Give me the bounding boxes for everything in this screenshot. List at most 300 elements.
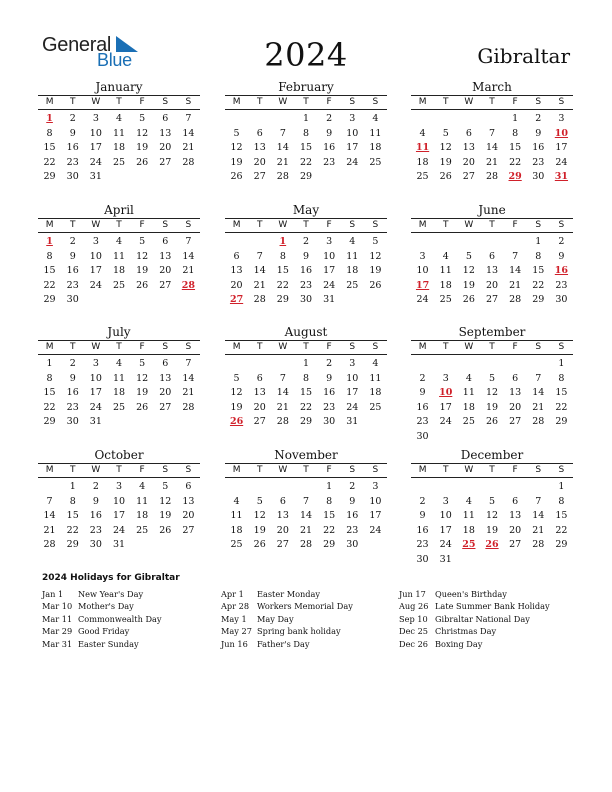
day-cell: 10 (439, 510, 452, 522)
empty-day-cell (411, 357, 434, 372)
day-cell: 3 (419, 250, 426, 262)
day-cell: 27 (253, 416, 266, 428)
empty-day-cell (38, 480, 61, 495)
day-cell: 21 (485, 156, 499, 168)
day-cell: 11 (462, 510, 475, 522)
day-cell: 5 (488, 495, 496, 507)
day-cell: 21 (276, 401, 289, 413)
day-cell: 29 (66, 539, 79, 551)
day-cell: 10 (89, 372, 102, 384)
month-july (38, 325, 200, 430)
weekday-label: W (91, 220, 101, 230)
day-cell: 22 (43, 401, 56, 413)
day-cell: 14 (43, 510, 56, 522)
day-cell: 3 (326, 236, 333, 247)
empty-day-cell (504, 357, 527, 372)
day-cell: 25 (136, 524, 149, 536)
holiday-day-cell: 1 (279, 236, 287, 247)
month-november (225, 448, 387, 553)
day-cell: 27 (159, 156, 172, 168)
day-cell: 19 (230, 156, 243, 168)
holiday-day-cell: 29 (508, 171, 522, 183)
day-cell: 11 (439, 265, 452, 277)
day-cell: 25 (346, 279, 359, 291)
day-cell: 18 (462, 524, 475, 536)
day-cell: 24 (439, 539, 452, 551)
empty-day-cell (294, 480, 317, 495)
day-cell: 11 (346, 250, 359, 262)
holiday-day-cell: 27 (229, 294, 244, 306)
empty-day-cell (248, 480, 271, 495)
weekday-label: S (535, 342, 542, 352)
day-cell: 24 (89, 401, 102, 413)
weekday-label: T (303, 342, 309, 352)
month-october (38, 448, 200, 553)
day-cell: 25 (462, 416, 475, 428)
day-cell: 4 (465, 372, 472, 384)
weekday-label: T (442, 342, 449, 352)
weekday-label: W (278, 220, 288, 230)
holiday-name: Spring bank holiday (257, 626, 341, 637)
empty-day-cell (434, 112, 457, 127)
day-cell: 26 (230, 171, 243, 183)
weekday-label: W (464, 97, 474, 107)
day-cell: 1 (302, 113, 310, 124)
day-cell: 7 (46, 495, 53, 507)
day-cell: 18 (112, 265, 126, 277)
month-name: January (95, 80, 143, 94)
day-cell: 9 (302, 250, 310, 262)
day-cell: 31 (323, 294, 336, 306)
weekday-label: S (185, 97, 192, 107)
weekday-header (411, 463, 573, 478)
day-cell: 26 (136, 156, 149, 168)
holiday-date: Sep 10 (399, 613, 428, 624)
day-cell: 15 (43, 265, 56, 277)
day-cell: 18 (369, 387, 382, 399)
day-cell: 28 (253, 294, 266, 306)
day-cell: 11 (230, 510, 243, 522)
day-cell: 29 (276, 294, 289, 306)
weekday-label: T (303, 465, 309, 475)
weekday-label: F (139, 465, 145, 475)
day-cell: 3 (115, 481, 123, 492)
day-cell: 20 (159, 142, 172, 154)
logo-blue-text: Blue (97, 50, 132, 70)
day-cell: 16 (346, 510, 359, 522)
day-cell: 13 (462, 142, 475, 154)
day-cell: 17 (89, 265, 102, 277)
day-cell: 7 (185, 236, 192, 247)
weekday-header (38, 95, 200, 110)
day-cell: 25 (112, 156, 126, 168)
month-may (225, 203, 387, 308)
weekday-label: T (116, 220, 122, 230)
day-cell: 6 (162, 358, 169, 369)
weekday-label: W (464, 465, 474, 475)
empty-day-cell (248, 357, 271, 372)
day-cell: 31 (346, 416, 359, 428)
month-name: June (478, 203, 506, 217)
day-cell: 25 (416, 171, 429, 183)
day-cell: 26 (159, 524, 172, 536)
holiday-column (399, 588, 550, 650)
day-cell: 8 (558, 495, 565, 507)
empty-day-cell (225, 480, 248, 495)
month-august (225, 325, 387, 430)
day-cell: 10 (416, 265, 429, 277)
holiday-name: Father's Day (257, 638, 310, 649)
holiday-name: Mother's Day (78, 601, 134, 612)
holiday-entry (221, 600, 353, 612)
day-cell: 10 (369, 495, 382, 507)
day-cell: 10 (346, 372, 359, 384)
day-cell: 30 (66, 416, 79, 428)
weekday-header (411, 340, 573, 355)
holiday-day-cell: 17 (415, 279, 430, 291)
holiday-date: Jan 1 (42, 589, 64, 599)
day-cell: 13 (182, 495, 195, 507)
month-september (411, 325, 573, 445)
day-cell: 19 (369, 265, 382, 277)
day-cell: 29 (323, 539, 336, 551)
day-cell: 12 (136, 372, 149, 384)
month-december (411, 448, 573, 568)
day-cell: 10 (89, 127, 102, 139)
day-cell: 16 (416, 401, 429, 413)
day-cell: 27 (485, 294, 499, 306)
day-cell: 2 (326, 113, 333, 124)
day-cell: 27 (509, 539, 522, 551)
day-cell: 25 (112, 401, 126, 413)
holiday-day-cell: 10 (554, 127, 569, 139)
day-cell: 29 (299, 171, 313, 183)
weekday-label: F (512, 97, 518, 107)
day-cell: 8 (535, 250, 542, 262)
empty-day-cell (225, 235, 248, 250)
weekday-label: S (535, 220, 542, 230)
day-cell: 28 (485, 171, 499, 183)
holiday-name: Christmas Day (435, 626, 497, 637)
day-cell: 1 (558, 481, 565, 492)
day-cell: 22 (532, 279, 545, 291)
day-grid (225, 357, 387, 430)
day-cell: 2 (419, 495, 426, 507)
day-cell: 20 (509, 401, 522, 413)
day-cell: 12 (253, 510, 266, 522)
day-cell: 23 (66, 279, 79, 291)
holiday-date: Aug 26 (399, 601, 429, 612)
empty-day-cell (457, 357, 480, 372)
day-cell: 2 (69, 113, 76, 124)
empty-day-cell (434, 480, 457, 495)
weekday-label: T (489, 97, 495, 107)
weekday-label: T (256, 465, 263, 475)
day-cell: 20 (253, 156, 266, 168)
day-cell: 2 (302, 236, 310, 247)
day-cell: 24 (439, 416, 452, 428)
holiday-entry (42, 588, 162, 600)
day-cell: 22 (555, 524, 568, 536)
day-cell: 28 (276, 171, 289, 183)
day-cell: 26 (136, 401, 149, 413)
day-cell: 12 (369, 250, 382, 262)
holiday-name: May Day (257, 613, 294, 624)
day-grid (225, 235, 387, 308)
month-name: October (94, 448, 144, 462)
day-cell: 25 (369, 156, 382, 168)
day-cell: 15 (299, 142, 313, 154)
weekday-label: S (185, 220, 192, 230)
day-cell: 21 (276, 156, 289, 168)
weekday-label: S (162, 342, 169, 352)
empty-day-cell (457, 235, 480, 250)
weekday-label: W (278, 97, 288, 107)
day-cell: 25 (439, 294, 452, 306)
weekday-label: S (162, 220, 169, 230)
day-cell: 18 (462, 401, 475, 413)
weekday-header (225, 95, 387, 110)
day-cell: 2 (69, 358, 76, 369)
day-cell: 9 (92, 495, 99, 507)
holiday-date: May 27 (221, 626, 252, 637)
weekday-label: M (45, 342, 54, 352)
day-cell: 9 (535, 127, 542, 139)
day-cell: 1 (326, 481, 333, 492)
day-cell: 22 (43, 279, 56, 291)
day-cell: 20 (159, 265, 172, 277)
day-cell: 12 (136, 127, 149, 139)
holiday-day-cell: 26 (229, 416, 244, 428)
holiday-date: Mar 11 (42, 613, 73, 624)
day-cell: 14 (532, 387, 545, 399)
weekday-label: T (442, 465, 449, 475)
day-cell: 7 (535, 495, 542, 507)
day-cell: 14 (532, 510, 545, 522)
day-cell: 22 (509, 156, 522, 168)
empty-day-cell (271, 112, 294, 127)
holiday-date: Jun 17 (399, 589, 426, 599)
weekday-label: T (256, 342, 263, 352)
day-cell: 13 (159, 127, 172, 139)
weekday-label: T (116, 342, 122, 352)
day-cell: 20 (509, 524, 522, 536)
empty-day-cell (527, 480, 550, 495)
day-cell: 8 (69, 495, 76, 507)
day-cell: 18 (230, 524, 243, 536)
day-cell: 29 (43, 416, 56, 428)
weekday-label: T (256, 220, 263, 230)
day-cell: 24 (112, 524, 126, 536)
weekday-header (38, 218, 200, 233)
weekday-label: S (372, 97, 379, 107)
day-cell: 7 (488, 127, 496, 139)
day-cell: 8 (302, 372, 310, 384)
weekday-label: S (349, 97, 356, 107)
day-cell: 28 (509, 294, 522, 306)
day-cell: 28 (532, 539, 545, 551)
day-cell: 8 (46, 250, 53, 262)
day-cell: 3 (92, 358, 99, 369)
day-cell: 5 (162, 481, 169, 492)
day-cell: 20 (182, 510, 195, 522)
empty-day-cell (457, 112, 480, 127)
day-cell: 7 (256, 250, 263, 262)
day-cell: 17 (323, 265, 336, 277)
day-cell: 15 (555, 387, 568, 399)
day-cell: 23 (346, 524, 359, 536)
day-cell: 15 (555, 510, 568, 522)
weekday-label: T (69, 220, 76, 230)
weekday-label: T (489, 220, 495, 230)
day-cell: 17 (439, 401, 452, 413)
day-cell: 22 (43, 156, 56, 168)
month-march (411, 80, 573, 185)
day-cell: 21 (182, 142, 195, 154)
day-cell: 19 (485, 401, 499, 413)
day-cell: 31 (89, 171, 102, 183)
day-cell: 13 (253, 142, 266, 154)
holiday-day-cell: 16 (554, 265, 569, 277)
day-cell: 18 (112, 387, 126, 399)
month-january (38, 80, 200, 185)
weekday-header (225, 218, 387, 233)
day-cell: 17 (89, 142, 102, 154)
day-cell: 15 (43, 387, 56, 399)
day-cell: 13 (509, 387, 522, 399)
day-cell: 6 (185, 481, 192, 492)
day-cell: 18 (136, 510, 149, 522)
day-grid (38, 235, 200, 308)
day-cell: 18 (439, 279, 452, 291)
day-cell: 22 (299, 156, 313, 168)
day-cell: 4 (115, 358, 123, 369)
day-cell: 17 (346, 387, 359, 399)
month-june (411, 203, 573, 308)
day-cell: 3 (92, 236, 99, 247)
empty-day-cell (225, 357, 248, 372)
day-cell: 19 (230, 401, 243, 413)
empty-day-cell (411, 235, 434, 250)
weekday-label: M (418, 220, 427, 230)
day-cell: 24 (323, 279, 336, 291)
weekday-label: T (442, 220, 449, 230)
weekday-label: F (326, 342, 332, 352)
day-cell: 19 (462, 279, 475, 291)
day-cell: 30 (323, 416, 336, 428)
day-cell: 27 (509, 416, 522, 428)
holiday-date: Dec 26 (399, 638, 429, 649)
weekday-header (38, 463, 200, 478)
holiday-date: May 1 (221, 613, 247, 624)
day-cell: 19 (485, 524, 499, 536)
weekday-label: M (232, 97, 241, 107)
holiday-name: New Year's Day (78, 589, 144, 599)
holiday-date: Mar 29 (42, 626, 73, 637)
day-cell: 29 (555, 539, 568, 551)
day-cell: 15 (299, 387, 313, 399)
day-cell: 21 (182, 387, 195, 399)
day-cell: 2 (349, 481, 356, 492)
day-cell: 8 (512, 127, 519, 139)
weekday-label: S (372, 220, 379, 230)
day-cell: 18 (346, 265, 359, 277)
day-cell: 19 (439, 156, 452, 168)
day-cell: 11 (136, 495, 149, 507)
day-cell: 21 (532, 401, 545, 413)
day-cell: 14 (276, 387, 289, 399)
day-cell: 16 (416, 524, 429, 536)
day-cell: 23 (323, 401, 336, 413)
day-cell: 4 (349, 236, 356, 247)
day-cell: 22 (299, 401, 313, 413)
holiday-name: Easter Monday (257, 589, 321, 599)
weekday-header (225, 463, 387, 478)
day-cell: 17 (369, 510, 382, 522)
weekday-label: M (45, 97, 54, 107)
day-cell: 30 (66, 294, 79, 306)
day-cell: 16 (66, 142, 79, 154)
day-cell: 30 (66, 171, 79, 183)
day-cell: 15 (532, 265, 545, 277)
day-cell: 3 (349, 113, 356, 124)
day-cell: 4 (233, 495, 240, 507)
day-grid (411, 357, 573, 445)
weekday-header (411, 218, 573, 233)
holiday-day-cell: 1 (46, 113, 53, 124)
day-cell: 23 (66, 156, 79, 168)
day-cell: 15 (276, 265, 289, 277)
day-cell: 21 (509, 279, 522, 291)
weekday-header (225, 340, 387, 355)
holidays-title: 2024 Holidays for Gibraltar (42, 573, 180, 583)
day-cell: 12 (485, 510, 499, 522)
day-cell: 16 (89, 510, 102, 522)
weekday-label: M (232, 342, 241, 352)
day-cell: 5 (442, 127, 449, 139)
weekday-label: F (326, 97, 332, 107)
day-cell: 30 (416, 553, 429, 565)
day-cell: 4 (372, 358, 379, 369)
empty-day-cell (411, 480, 434, 495)
day-grid (411, 112, 573, 185)
holiday-entry (399, 588, 550, 600)
day-cell: 13 (230, 265, 243, 277)
day-cell: 19 (136, 387, 149, 399)
weekday-label: S (349, 465, 356, 475)
day-cell: 26 (462, 294, 475, 306)
holiday-name: Boxing Day (435, 638, 483, 649)
weekday-label: W (91, 342, 101, 352)
holiday-date: Dec 25 (399, 626, 429, 637)
day-cell: 20 (276, 524, 289, 536)
holiday-entry (42, 638, 162, 650)
empty-day-cell (480, 357, 503, 372)
day-cell: 29 (299, 416, 313, 428)
day-cell: 17 (439, 524, 452, 536)
holiday-entry (399, 613, 550, 625)
empty-day-cell (504, 480, 527, 495)
day-cell: 16 (66, 387, 79, 399)
weekday-header (411, 95, 573, 110)
empty-day-cell (480, 112, 503, 127)
day-cell: 7 (512, 250, 519, 262)
weekday-label: S (535, 465, 542, 475)
weekday-label: F (139, 220, 145, 230)
empty-day-cell (248, 235, 271, 250)
weekday-label: S (349, 220, 356, 230)
day-cell: 8 (326, 495, 333, 507)
